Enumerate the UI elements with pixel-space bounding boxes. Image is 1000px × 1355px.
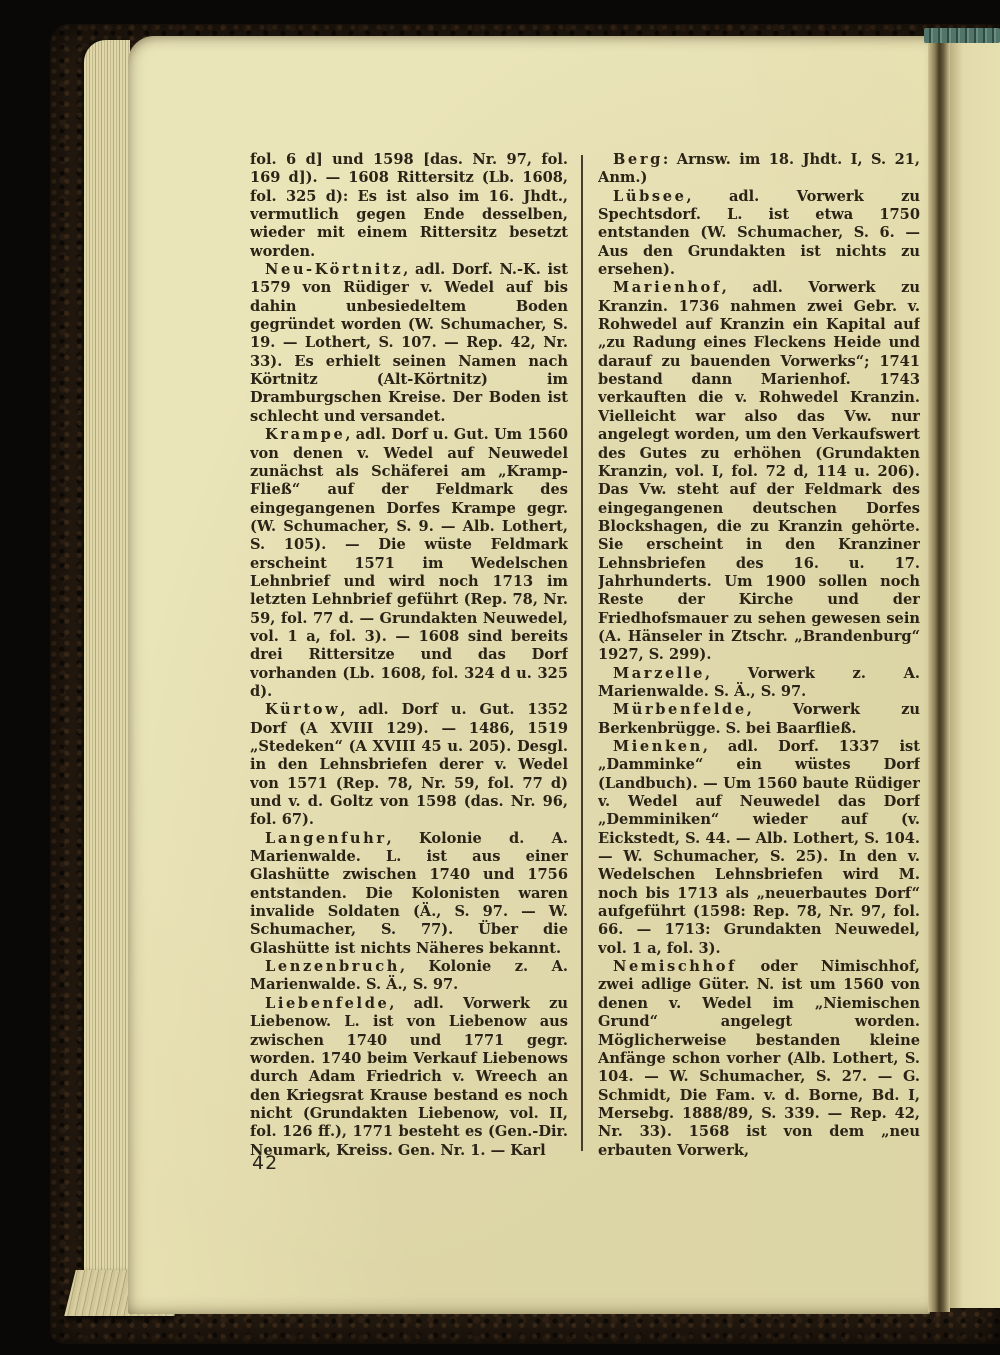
entry-term: Marzelle bbox=[613, 664, 706, 682]
entry-paragraph bbox=[250, 701, 568, 829]
entry-text: , adl. Dorf. N.-K. ist 1579 von Rüdiger v. Wedel auf bis dahin unbesiedeltem Boden gegründet worden (W. Schumacher, S. 19. — Lothert, S. 107. — Rep. 42, Nr. 33). Es erhielt seinen Namen nach Körtnitz (Alt-Körtnitz) im Dramburgschen Kreise. Der Boden ist schlecht und versandet. bbox=[250, 261, 568, 425]
entry-paragraph bbox=[598, 188, 920, 280]
entry-paragraph bbox=[598, 151, 920, 188]
entry-paragraph bbox=[598, 665, 920, 702]
entry-term: Langenfuhr bbox=[265, 829, 387, 847]
entry-text: , Kolonie d. A. Marienwalde. L. ist aus einer Glashütte zwischen 1740 und 1756 entstanden. Die Kolonisten waren invalide Soldaten (Ä., S. 97. — W. Schumacher, S. 77). Über die Glashütte ist nichts Näheres bekannt. bbox=[250, 829, 568, 957]
page-gutter-shadow bbox=[928, 36, 950, 1312]
entry-text: : Arnsw. im 18. Jhdt. I, S. 21, Anm.) bbox=[598, 151, 920, 187]
text-column-left bbox=[250, 151, 568, 1157]
entry-text: , adl. Dorf. 1337 ist „Damminke“ ein wüstes Dorf (Landbuch). — Um 1560 baute Rüdiger v. Wedel auf Neuwedel das Dorf „Demminiken“ wieder auf (v. Eickstedt, S. 44. — Alb. Lothert, S. 104. — W. Schumacher, S. 25). In den v. Wedelschen Lehnsbriefen wird M. noch bis 1713 als „neuerbautes Dorf“ aufgeführt (1598: Rep. 78, Nr. 97, fol. 66. — 1713: Grundakten Neuwedel, vol. 1 a, fol. 3). bbox=[598, 738, 920, 957]
entry-text: , Vorwerk zu Berkenbrügge. S. bei Baarfließ. bbox=[598, 701, 920, 737]
entry-term: Krampe bbox=[265, 426, 346, 444]
entry-text: , adl. Vorwerk zu Spechtsdorf. L. ist etwa 1750 entstanden (W. Schumacher, S. 6. — Aus den Grundakten ist nichts zu ersehen). bbox=[598, 187, 920, 279]
facing-page-edge bbox=[950, 42, 1000, 1308]
entry-paragraph bbox=[250, 261, 568, 426]
entry-text: , adl. Vorwerk zu Kranzin. 1736 nahmen zwei Gebr. v. Rohwedel auf Kranzin ein Kapital auf „zu Radung eines Fleckens Heide und darauf zu bauenden Vorwerks“; 1741 bestand dann Marienhof. 1743 verkauften die v. Rohwedel Kranzin. Vielleicht war also das Vw. nur angelegt worden, um den Verkaufswert des Gutes zu erhöhen (Grundakten Kranzin, vol. I, fol. 72 d, 114 u. 206). Das Vw. steht auf der Feldmark des eingegangenen deutschen Dorfes Blockshagen, die zu Kranzin gehörte. Sie erscheint in den Kranziner Lehnsbriefen des 16. u. 17. Jahrhunderts. Um 1900 sollen noch Reste der Kirche und der Friedhofsmauer zu sehen gewesen sein (A. Hänseler in Ztschr. „Brandenburg“ 1927, S. 299). bbox=[598, 279, 920, 664]
entry-term: Lenzenbruch bbox=[265, 958, 400, 976]
entry-term: Nemischhof bbox=[613, 958, 737, 976]
entry-text: , adl. Vorwerk zu Liebenow. L. ist von Liebenow aus zwischen 1740 und 1771 gegr. worden. 1740 beim Verkauf Liebenows durch Adam Friedrich v. Wreech an den Kriegsrat Krause bestand es noch nicht (Grundakten Liebenow, vol. II, fol. 126 ff.), 1771 besteht es (Gen.-Dir. Neumark, Kreiss. Gen. Nr. 1. — Karl bbox=[250, 994, 568, 1157]
entry-paragraph bbox=[250, 426, 568, 701]
entry-text: fol. 6 d] und 1598 [das. Nr. 97, fol. 169 d]). — 1608 Rittersitz (Lb. 1608, fol. 325 d): Es ist also im 16. Jhdt., vermutlich gegen Ende desselben, wieder mit einem Rittersitz besetzt worden. bbox=[250, 151, 568, 260]
entry-term: Liebenfelde bbox=[265, 994, 390, 1012]
entry-paragraph bbox=[598, 279, 920, 664]
entry-text: , Kolonie z. A. Marienwalde. S. Ä., S. 97. bbox=[250, 958, 568, 994]
entry-term: Marienhof bbox=[613, 279, 722, 297]
column-divider bbox=[581, 155, 583, 1151]
entry-paragraph bbox=[250, 830, 568, 958]
entry-paragraph bbox=[598, 701, 920, 738]
page-number: 42 bbox=[252, 1152, 279, 1174]
entry-term: Mienken bbox=[613, 738, 703, 755]
entry-paragraph bbox=[598, 958, 920, 1157]
entry-paragraph bbox=[598, 738, 920, 958]
entry-term: Neu-Körtnitz bbox=[265, 261, 404, 279]
entry-paragraph bbox=[250, 151, 568, 261]
entry-text: , adl. Dorf u. Gut. 1352 Dorf (A XVIII 129). — 1486, 1519 „Stedeken“ (A XVIII 45 u. 205). Desgl. in den Lehnsbriefen derer v. Wedel von 1571 (Rep. 78, Nr. 59, fol. 77 d) und v. d. Goltz von 1598 (das. Nr. 96, fol. 67). bbox=[250, 701, 568, 829]
entry-text: , adl. Dorf u. Gut. Um 1560 von denen v. Wedel auf Neuwedel zunächst als Schäferei am „Kramp-Fließ“ auf der Feldmark des eingegangenen Dorfes Krampe gegr. (W. Schumacher, S. 9. — Alb. Lothert, S. 105). — Die wüste Feldmark erscheint 1571 im Wedelschen Lehnbrief und wird noch 1713 im letzten Lehnbrief geführt (Rep. 78, Nr. 59, fol. 77 d. — Grundakten Neuwedel, vol. 1 a, fol. 3). — 1608 sind bereits drei Rittersitze und das Dorf vorhanden (Lb. 1608, fol. 324 d u. 325 d). bbox=[250, 426, 568, 700]
entry-term: Kürtow bbox=[265, 701, 341, 719]
page-stack-fore-edge bbox=[84, 40, 130, 1316]
entry-paragraph bbox=[250, 995, 568, 1157]
entry-term: Mürbenfelde bbox=[613, 701, 747, 719]
entry-term: Lübsee bbox=[613, 187, 687, 205]
text-column-right bbox=[598, 151, 920, 1157]
entry-term: Berg bbox=[613, 151, 663, 168]
spine-headband bbox=[924, 28, 1000, 43]
entry-text: oder Nimischhof, zwei adlige Güter. N. ist um 1560 von denen v. Wedel im „Niemischen Grund“ angelegt worden. Möglicherweise bestanden kleine Anfänge schon vorher (Alb. Lothert, S. 104. — W. Schumacher, S. 27. — G. Schmidt, Die Fam. v. d. Borne, Bd. I, Mersebg. 1888/89, S. 339. — Rep. 42, Nr. 33). 1568 ist von dem „neu erbauten Vorwerk, bbox=[598, 958, 920, 1157]
entry-text: , Vorwerk z. A. Marienwalde. S. Ä., S. 97. bbox=[598, 664, 920, 700]
entry-paragraph bbox=[250, 958, 568, 995]
